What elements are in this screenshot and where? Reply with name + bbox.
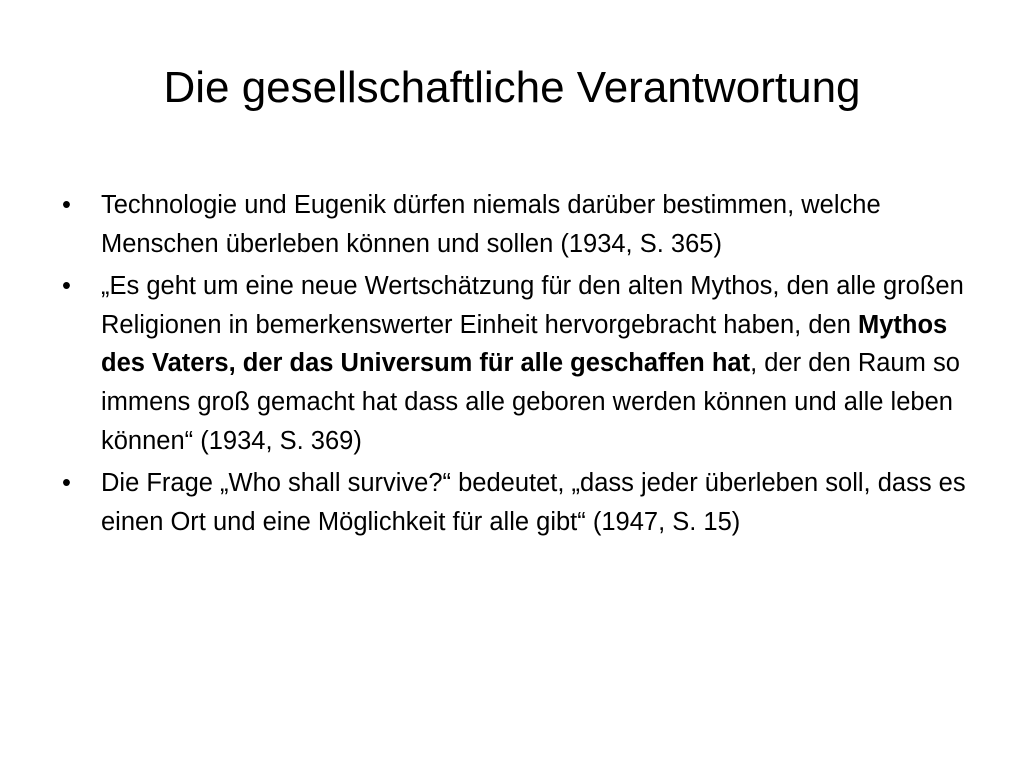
bullet-item-myth-quote: [62, 267, 977, 460]
bullet-text-bold: Mythos des Vaters, der das Universum für alle geschaffen hat: [101, 310, 948, 378]
bullet-item-technology: [62, 186, 977, 263]
bullet-text-after: , der den Raum so immens groß gemacht hat dass alle geboren werden können und alle leben können“ (1934, S. 369): [101, 349, 960, 455]
bullet-text-before: „Es geht um eine neue Wertschätzung für den alten Mythos, den alle großen Religionen in bemerkenswerter Einheit hervorgebracht haben, den: [101, 272, 964, 339]
bullet-list: [62, 186, 977, 545]
bullet-dot-icon: •: [62, 469, 71, 498]
bullet-text: Technologie und Eugenik dürfen niemals darüber bestimmen, welche Menschen überleben können und sollen (1934, S. 365): [101, 191, 881, 258]
bullet-dot-icon: •: [62, 191, 71, 219]
bullet-dot-icon: •: [62, 272, 71, 301]
bullet-item-who-shall-survive: [62, 464, 977, 541]
bullet-text: Die Frage „Who shall survive?“ bedeutet, „dass jeder überleben soll, dass es einen Ort und eine Möglichkeit für alle gibt“ (1947, S. 15): [101, 469, 966, 536]
slide-title: Die gesellschaftliche Verantwortung: [163, 63, 861, 112]
